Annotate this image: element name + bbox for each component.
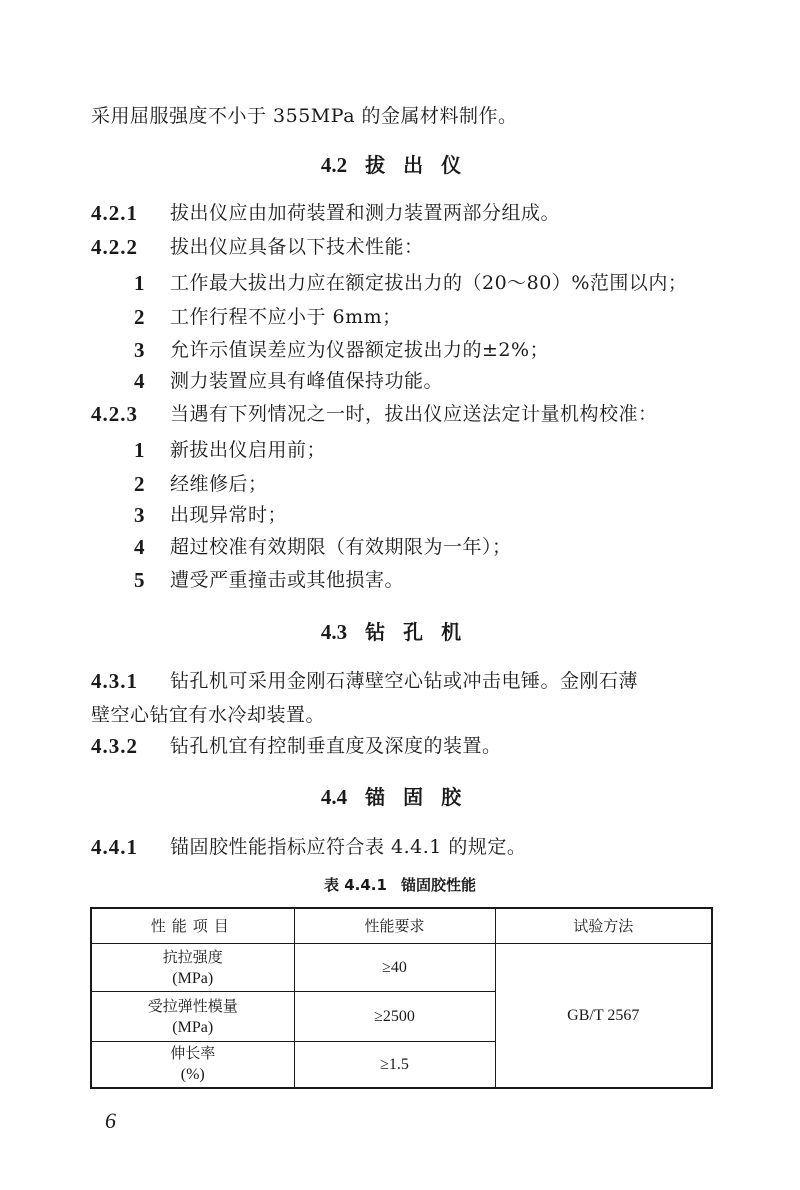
clause-text: 拔出仪应由加荷装置和测力装置两部分组成。: [170, 202, 561, 224]
table-row: [91, 944, 712, 992]
requirement-cell: ≥2500: [294, 992, 495, 1042]
clause-number: 4.4.1: [91, 835, 138, 859]
section-title: 锚固胶: [365, 785, 480, 809]
property-name: 抗拉强度: [162, 947, 223, 966]
clause-number: 4.2.2: [91, 235, 138, 259]
item-text: 工作行程不应小于 6mm；: [170, 306, 402, 328]
clause-4-3-2: [0, 729, 800, 763]
item-text: 遭受严重撞击或其他损害。: [170, 569, 405, 591]
list-item: [0, 266, 800, 300]
clause-text: 当遇有下列情况之一时，拔出仪应送法定计量机构校准：: [170, 403, 658, 425]
list-item: [0, 333, 800, 367]
list-item: [0, 433, 800, 467]
requirement-cell: ≥40: [294, 944, 495, 992]
clause-text-continuation: 壁空心钻宜有水冷却装置。: [91, 704, 326, 726]
section-number: 4.2: [320, 153, 348, 177]
clause-number: 4.3.2: [91, 734, 138, 758]
item-text: 测力装置应具有峰值保持功能。: [170, 370, 444, 392]
section-heading-4-4: [0, 780, 800, 814]
clause-4-4-1: [0, 830, 800, 864]
property-cell: [91, 992, 294, 1042]
list-item: [0, 364, 800, 398]
property-unit: (MPa): [172, 1018, 214, 1036]
item-number: 3: [134, 503, 146, 527]
clause-4-2-2: [0, 230, 800, 264]
section-number: 4.4: [320, 785, 348, 809]
column-header-requirement: 性能要求: [294, 908, 495, 944]
section-heading-4-2: [0, 148, 800, 182]
item-number: 2: [134, 305, 146, 329]
item-text: 允许示值误差应为仪器额定拔出力的±2%；: [170, 339, 550, 361]
paragraph-continuation: [0, 99, 800, 133]
property-unit: (%): [180, 1066, 205, 1084]
page-number: 6: [105, 1108, 116, 1133]
item-number: 3: [134, 338, 146, 362]
item-number: 4: [134, 535, 146, 559]
item-number: 5: [134, 568, 146, 592]
item-text: 出现异常时；: [170, 504, 288, 526]
table-header-row: [91, 908, 712, 944]
anchor-adhesive-properties-table: [90, 907, 713, 1089]
clause-number: 4.2.1: [91, 201, 138, 225]
item-number: 2: [134, 472, 146, 496]
column-header-item: 性能项目: [91, 908, 294, 944]
clause-4-2-1: [0, 196, 800, 230]
clause-4-2-3: [0, 397, 800, 431]
list-item: [0, 530, 800, 564]
item-text: 超过校准有效期限（有效期限为一年）；: [170, 536, 512, 558]
property-name: 伸长率: [170, 1044, 216, 1063]
table-caption-title: 锚固胶性能: [400, 876, 476, 894]
item-text: 工作最大拔出力应在额定拔出力的（20～80）%范围以内；: [170, 272, 688, 294]
section-title: 拔出仪: [365, 153, 480, 177]
clause-continuation: [0, 698, 800, 732]
clause-text: 拔出仪应具备以下技术性能：: [170, 236, 424, 258]
list-item: [0, 300, 800, 334]
section-heading-4-3: [0, 615, 800, 649]
clause-number: 4.2.3: [91, 402, 138, 426]
paragraph-text: 采用屈服强度不小于 355MPa 的金属材料制作。: [91, 105, 518, 127]
test-method-cell: GB/T 2567: [495, 944, 712, 1088]
list-item: [0, 498, 800, 532]
clause-text: 钻孔机可采用金刚石薄壁空心钻或冲击电锤。金刚石薄: [170, 670, 639, 692]
table-caption: [0, 873, 800, 897]
property-unit: (MPa): [172, 969, 214, 987]
table-caption-number: 表 4.4.1: [324, 876, 387, 894]
clause-text: 钻孔机宜有控制垂直度及深度的装置。: [170, 735, 502, 757]
item-number: 1: [134, 438, 146, 462]
section-number: 4.3: [320, 620, 348, 644]
property-cell: [91, 944, 294, 992]
item-text: 新拔出仪启用前；: [170, 439, 327, 461]
requirement-cell: ≥1.5: [294, 1042, 495, 1088]
list-item: [0, 467, 800, 501]
clause-text: 锚固胶性能指标应符合表 4.4.1 的规定。: [170, 836, 527, 858]
item-text: 经维修后；: [170, 473, 268, 495]
property-cell: [91, 1042, 294, 1088]
column-header-test-method: 试验方法: [495, 908, 712, 944]
clause-4-3-1: [0, 664, 800, 698]
list-item: [0, 563, 800, 597]
item-number: 4: [134, 369, 146, 393]
item-number: 1: [134, 271, 146, 295]
clause-number: 4.3.1: [91, 669, 138, 693]
property-name: 受拉弹性模量: [147, 996, 238, 1015]
section-title: 钻孔机: [365, 620, 480, 644]
